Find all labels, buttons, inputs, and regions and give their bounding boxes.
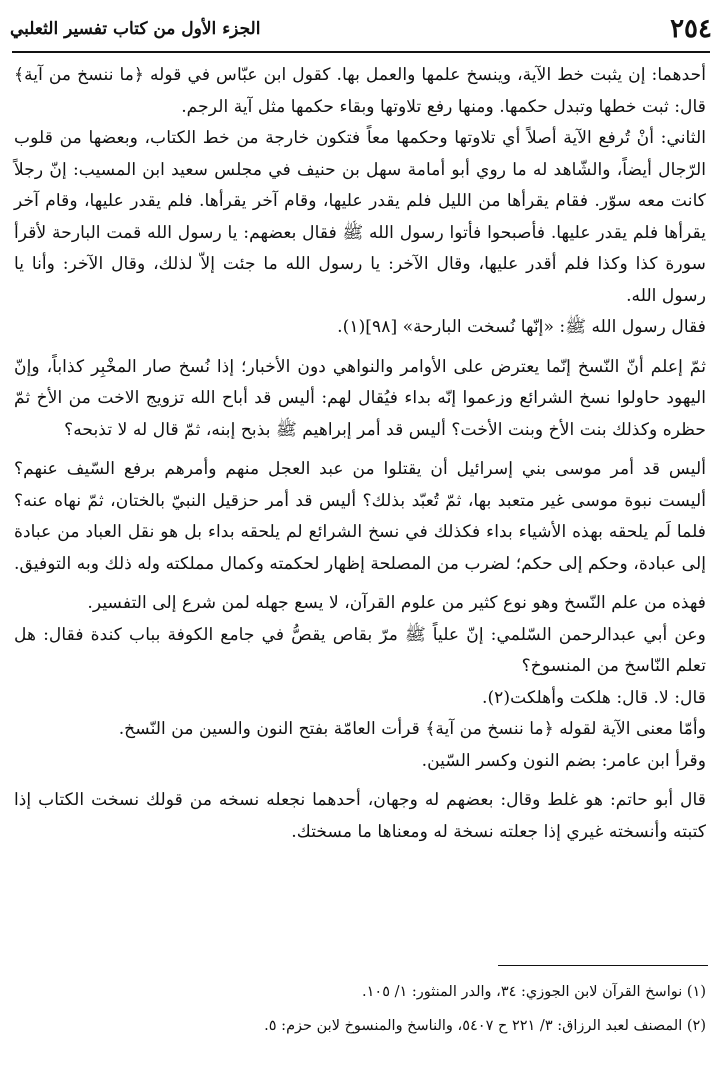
footnote-rule: [498, 965, 708, 966]
main-text: [14, 60, 706, 848]
paragraph: قال أبو حاتم: هو غلط وقال: بعضهم له وجهان، أحدهما نجعله نسخه من قولك نسخت الكتاب إذا كتبته وأنسخته غيري إذا جعلته نسخة له ومعناها ما مسختك.: [14, 790, 706, 842]
page-number: ٢٥٤: [670, 14, 712, 44]
paragraph: وقرأ ابن عامر: بضم النون وكسر السّين.: [421, 750, 706, 771]
paragraph: أحدهما: إن يثبت خط الآية، وينسخ علمها والعمل بها. كقول ابن عبّاس في قوله ﴿ما ننسخ من آية﴾ قال: ثبت خطها وتبدل حكمها. ومنها رفع تلاوتها وبقاء حكمها مثل آية الرجم.: [14, 65, 706, 117]
paragraph: أليس قد أمر موسى بني إسرائيل أن يقتلوا من عبد العجل منهم وأمرهم برفع السّيف عنهم؟ أليست نبوة موسى غير متعبد بها، ثمّ تُعبّد بذلك؟ أليس قد أمر حزقيل النبيّ بالختان، ثمّ نهاه عنه؟ فلما لَم يلحقه بهذه الأشياء بداء فكذلك في نسخ الشرائع لم يلحقه بداء بل هو نقل العباد من عبادة إلى عبادة، وحكم إلى حكم؛ لضرب من المصلحة إظهار لحكمته وكمال مملكته وله ذلك وبه التوفيق.: [14, 459, 706, 574]
paragraph: الثاني: أنْ تُرفع الآية أصلاً أي تلاوتها وحكمها معاً فتكون خارجة من خط الكتاب، وبعضها من قلوب الرّجال أيضاً، والشّاهد له ما روي أبو أمامة سهل بن حنيف في مجلس سعيد ابن المسيب: إنّ رجلاً كانت معه سوّر. فقام يقرأها من الليل فلم يقدر عليها، وقام آخر يقرأها. فلم يقدر عليها، وقام آخر يقرأها فلم يقدر عليها. فأصبحوا فأتوا رسول الله ﷺ فقال بعضهم: يا رسول الله قمت البارحة لأقرأ سورة كذا وكذا فلم أقدر عليها، وقال الآخر: يا رسول الله ما جئت إلاّ لذلك، وقال الآخر: وأنا يا رسول الله.: [14, 128, 706, 306]
paragraph: فقال رسول الله ﷺ: «إنّها نُسخت البارحة» [٩٨](١).: [337, 317, 706, 337]
footnote: (١) نواسخ القرآن لابن الجوزي: ٣٤، والدر المنثور: ١/ ١٠٥.: [362, 984, 706, 1000]
running-title: الجزء الأول من كتاب تفسير الثعلبي: [10, 19, 261, 39]
paragraph: قال: لا. قال: هلكت وأهلكت(٢).: [481, 687, 706, 708]
paragraph: وعن أبي عبدالرحمن السّلمي: إنّ علياً ﷺ مرّ بقاص يقصُّ في جامع الكوفة بباب كندة فقال: هل تعلم النّاسخ من المنسوخ؟: [14, 624, 706, 676]
footnote: (٢) المصنف لعبد الرزاق: ٣/ ٢٢١ ح ٥٤٠٧، والناسخ والمنسوخ لابن حزم: ٥.: [264, 1018, 706, 1034]
header-rule: [12, 51, 710, 53]
paragraph: وأمّا معنى الآية لقوله ﴿ما ننسخ من آية﴾ قرأت العامّة بفتح النون والسين من النّسخ.: [118, 719, 706, 739]
paragraph: فهذه من علم النّسخ وهو نوع كثير من علوم القرآن، لا يسع جهله لمن شرع إلى التفسير.: [87, 593, 706, 613]
paragraph: ثمّ إعلم أنّ النّسخ إنّما يعترض على الأوامر والنواهي دون الأخبار؛ إذا نُسخ صار المخْبِر كذاباً، وإنّ اليهود حاولوا نسخ الشرائع وزعموا إنّه بداء فيُقال لهم: أليس قد أباح الله تزويج الاخت من الأخ ثمّ حظره وكذلك بنت الأخ وبنت الأخت؟ أليس قد أمر إبراهيم ﷺ بذبح إبنه، ثمّ قال له لا تذبحه؟: [14, 356, 706, 440]
page-header: [10, 10, 712, 48]
footnotes: [14, 975, 706, 1043]
